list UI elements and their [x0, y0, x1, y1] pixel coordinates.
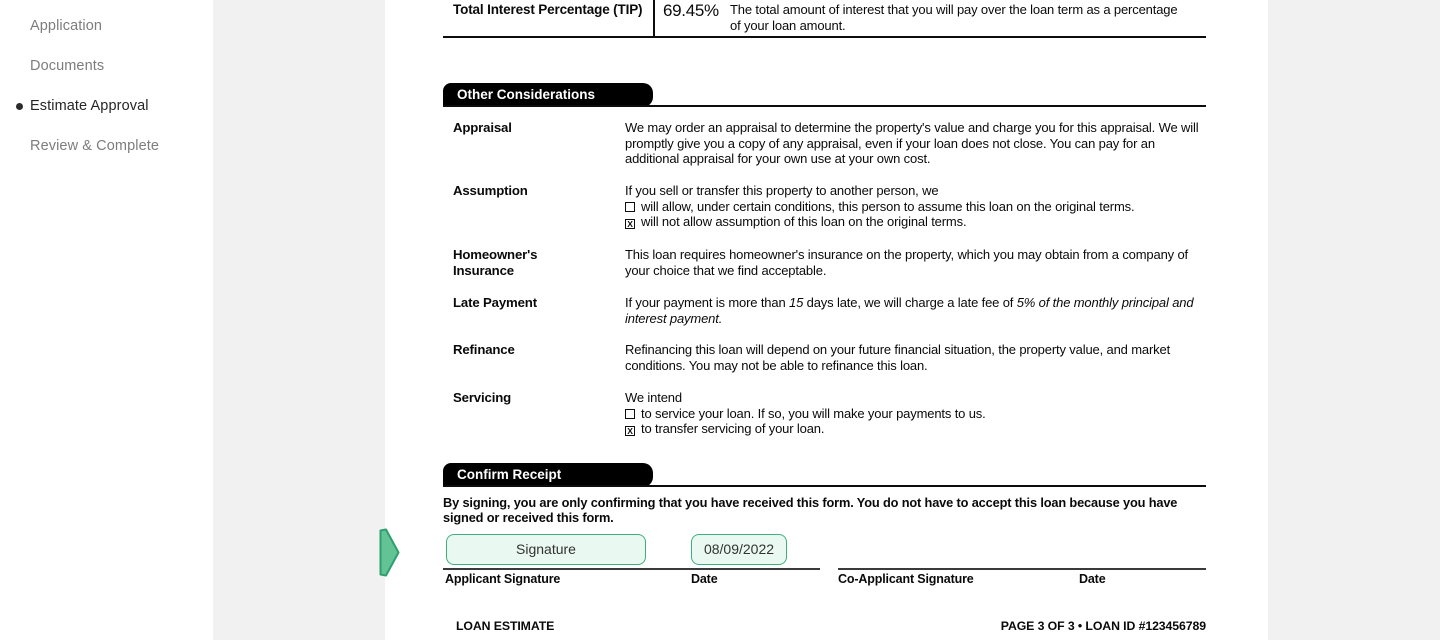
divider: [443, 485, 1206, 487]
row-desc-appraisal: We may order an appraisal to determine the property's value and charge you for this appraisal. We will promptly give you a copy of any appraisal, even if your loan does not close. You can pay for an additional appraisal for your own use at your own cost.: [625, 120, 1199, 167]
active-step-dot-icon: [16, 103, 23, 110]
servicing-intro: We intend: [625, 390, 682, 405]
divider: [653, 0, 655, 37]
sidebar-item-estimate-approval[interactable]: [30, 98, 200, 114]
loan-estimate-page: [385, 0, 1268, 640]
row-desc-assumption: [625, 183, 1203, 230]
row-desc-homeowners-insurance: This loan requires homeowner's insurance on the property, which you may obtain from a company of your choice that we find acceptable.: [625, 247, 1189, 278]
assumption-option-1: [625, 199, 1203, 215]
row-label-servicing: Servicing: [453, 390, 512, 405]
row-label-late-payment: Late Payment: [453, 295, 537, 310]
divider: [443, 36, 1206, 38]
sign-here-arrow-icon[interactable]: [379, 528, 400, 577]
footer-page-info: PAGE 3 OF 3 • LOAN ID #123456789: [1000, 619, 1206, 633]
footer-form-name: LOAN ESTIMATE: [456, 619, 555, 633]
row-desc-refinance: Refinancing this loan will depend on your future financial situation, the property value, and market conditions. You may not be able to refinance this loan.: [625, 342, 1171, 373]
divider: [443, 105, 1206, 107]
applicant-date-label: Date: [691, 572, 718, 586]
option-label: to service your loan. If so, you will make your payments to us.: [641, 405, 986, 421]
tip-row-value: 69.45%: [663, 1, 719, 20]
section-tab-other-considerations: Other Considerations: [443, 83, 653, 107]
sidebar: [0, 0, 213, 640]
row-label-homeowners-insurance: Homeowner's Insurance: [453, 247, 538, 278]
servicing-option-1: [625, 406, 1203, 422]
tip-row-description: The total amount of interest that you will pay over the loan term as a percentage of your loan amount.: [730, 2, 1178, 33]
option-label: will allow, under certain conditions, this person to assume this loan on the original terms.: [641, 198, 1135, 214]
row-desc-late-payment: If your payment is more than 15 days late, we will charge a late fee of 5% of the monthly principal and interest payment.: [625, 295, 1194, 326]
assumption-option-2: [625, 214, 1203, 230]
co-applicant-date-label: Date: [1079, 572, 1106, 586]
checkbox-unchecked-icon: [625, 409, 635, 419]
sidebar-item-review-complete[interactable]: Review & Complete: [30, 138, 160, 154]
tip-row-label: Total Interest Percentage (TIP): [453, 2, 643, 17]
section-tab-confirm-receipt: Confirm Receipt: [443, 463, 653, 487]
option-label: will not allow assumption of this loan on the original terms.: [641, 214, 967, 230]
co-applicant-signature-line: [838, 568, 1206, 570]
confirm-receipt-disclaimer: By signing, you are only confirming that you have received this form. You do not have to accept this loan because you have signed or received this form.: [443, 495, 1178, 526]
checkbox-checked-icon: X: [625, 426, 635, 436]
checkbox-unchecked-icon: [625, 202, 635, 212]
signature-date-field[interactable]: 08/09/2022: [691, 534, 787, 565]
co-applicant-signature-label: Co-Applicant Signature: [838, 572, 974, 586]
assumption-intro: If you sell or transfer this property to another person, we: [625, 183, 939, 198]
option-label: to transfer servicing of your loan.: [641, 421, 825, 437]
row-desc-servicing: [625, 390, 1203, 437]
row-label-appraisal: Appraisal: [453, 120, 512, 135]
checkbox-checked-icon: X: [625, 219, 635, 229]
applicant-signature-line: [443, 568, 820, 570]
row-label-assumption: Assumption: [453, 183, 528, 198]
applicant-signature-field[interactable]: Signature: [446, 534, 646, 565]
sidebar-item-application[interactable]: Application: [30, 18, 103, 34]
row-label-refinance: Refinance: [453, 342, 515, 357]
applicant-signature-label: Applicant Signature: [445, 572, 561, 586]
sidebar-item-label: Estimate Approval: [30, 98, 149, 114]
servicing-option-2: [625, 421, 1203, 437]
sidebar-item-documents[interactable]: Documents: [30, 58, 105, 74]
